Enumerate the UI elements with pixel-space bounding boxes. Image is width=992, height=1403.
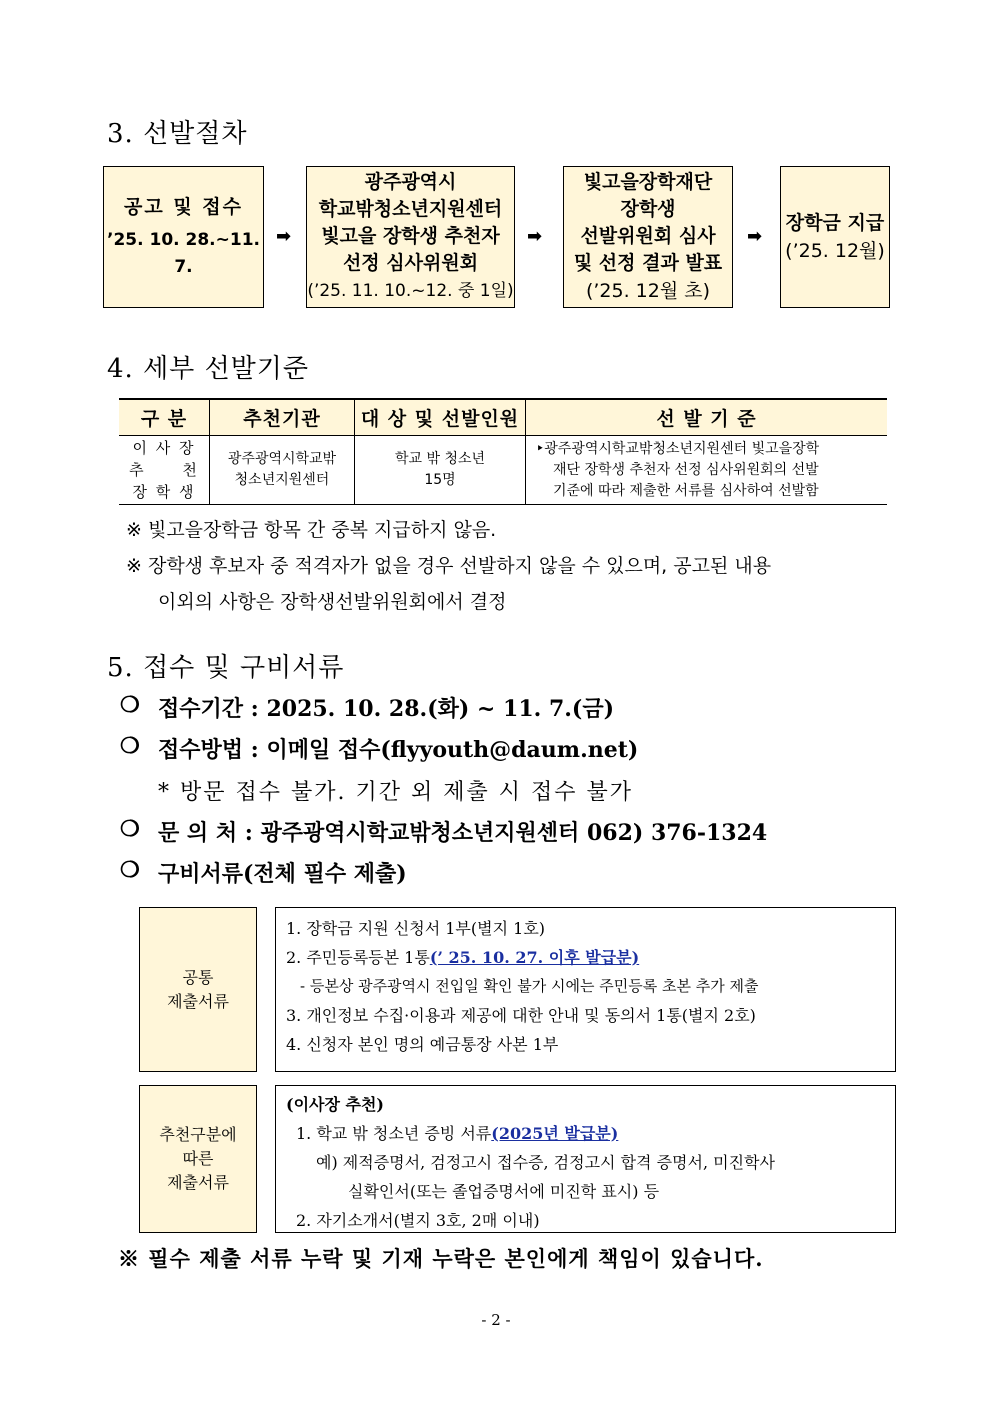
- doc-item: [286, 943, 885, 972]
- category-line: 추 천: [129, 461, 199, 479]
- step-payment-box: [780, 166, 890, 308]
- doc-item: 3. 개인정보 수집·이용과 제공에 대한 안내 및 동의서 1통(별지 2호): [286, 1006, 756, 1025]
- table-row: [119, 436, 887, 505]
- recommendation-docs-list: [275, 1085, 896, 1233]
- criteria-table: [119, 398, 887, 505]
- step-label: 빛고을 장학생 추천자: [321, 225, 500, 247]
- category-line: 장 학 생: [132, 483, 196, 501]
- step-label: 선발위원회 심사: [580, 225, 716, 247]
- arrow-icon: ➡: [747, 226, 763, 247]
- arrow-icon: ➡: [276, 226, 292, 247]
- step-label: 학교밖청소년지원센터: [318, 198, 503, 220]
- doc-item: 2. 자기소개서(별지 3호, 2매 이내): [296, 1211, 540, 1230]
- circle-bullet-icon: ❍: [120, 733, 140, 759]
- doc-sub-item: - 등본상 광주광역시 전입일 확인 불가 시에는 주민등록 초본 추가 제출: [300, 977, 759, 995]
- step-label: 및 선정 결과 발표: [573, 252, 723, 274]
- note-no-selection-cont: 이외의 사항은 장학생선발위원회에서 결정: [158, 591, 507, 613]
- doc-example-cont: 실확인서(또는 졸업증명서에 미진학 표시) 등: [348, 1182, 660, 1201]
- note-duplicate: ※ 빛고을장학금 항목 간 중복 지급하지 않음.: [126, 519, 497, 541]
- reception-period: 접수기간 : 2025. 10. 28.(화) ~ 11. 7.(금): [158, 696, 614, 722]
- step-date: ’25. 10. 28.~11. 7.: [107, 229, 260, 277]
- org-line: 청소년지원센터: [234, 472, 330, 488]
- org-line: 광주광역시학교밖: [227, 451, 337, 467]
- category-line: 이 사 장: [132, 439, 196, 457]
- doc-example: 예) 제적증명서, 검정고시 접수증, 검정고시 합격 증명서, 미진학사: [316, 1153, 775, 1172]
- label-line: 따른: [182, 1149, 214, 1168]
- category-cell: [119, 436, 210, 505]
- step-label: 장학생: [620, 198, 676, 220]
- label-line: 제출서류: [167, 1173, 229, 1192]
- step-date: (’25. 12월): [785, 239, 885, 262]
- contact-info: 문 의 처 : 광주광역시학교밖청소년지원센터 062) 376-1324: [158, 820, 768, 846]
- target-line: 학교 밖 청소년: [394, 451, 486, 467]
- criteria-cell: [526, 436, 888, 505]
- circle-bullet-icon: ❍: [120, 692, 140, 718]
- col-header: 대 상 및 선발인원: [355, 399, 526, 436]
- doc-item: [286, 1119, 885, 1148]
- common-docs-list: [275, 907, 896, 1072]
- doc-item: 4. 신청자 본인 명의 예금통장 사본 1부: [286, 1035, 559, 1054]
- step-selection-box: [563, 166, 733, 308]
- criteria-line: 기준에 따라 제출한 서류를 심사하여 선발함: [553, 482, 819, 499]
- final-responsibility-note: ※ 필수 제출 서류 누락 및 기재 누락은 본인에게 책임이 있습니다.: [118, 1246, 764, 1271]
- step-review-box: [306, 166, 515, 308]
- circle-bullet-icon: ❍: [120, 857, 140, 883]
- visit-not-allowed-note: * 방문 접수 불가. 기간 외 제출 시 접수 불가: [158, 780, 633, 805]
- step-label: 빛고을장학재단: [583, 171, 713, 193]
- issued-date-note: (’ 25. 10. 27. 이후 발급분): [429, 948, 640, 967]
- circle-bullet-icon: ❍: [120, 816, 140, 842]
- issued-year-note: (2025년 발급분): [491, 1124, 619, 1143]
- note-no-selection: ※ 장학생 후보자 중 적격자가 없을 경우 선발하지 않을 수 있으며, 공고된 내용: [126, 555, 772, 577]
- target-cell: [355, 436, 526, 505]
- criteria-line: ‣광주광역시학교밖청소년지원센터 빛고을장학: [536, 440, 820, 457]
- step-date: (’25. 12월 초): [585, 280, 711, 302]
- recommendation-docs-label: [139, 1085, 257, 1233]
- section-4-title: 4. 세부 선발기준: [107, 354, 310, 384]
- step-label: 선정 심사위원회: [342, 252, 479, 274]
- label-line: 제출서류: [167, 991, 229, 1011]
- step-label: 공고 및 접수: [124, 195, 243, 218]
- page-number: - 2 -: [481, 1311, 511, 1329]
- label-line: 공통: [182, 967, 214, 987]
- doc-item-text: 1. 학교 밖 청소년 증빙 서류: [296, 1124, 492, 1143]
- step-label: 장학금 지급: [785, 211, 885, 234]
- col-header: 선 발 기 준: [526, 399, 888, 436]
- org-cell: [210, 436, 355, 505]
- common-docs-label: [139, 907, 257, 1072]
- doc-item: 1. 장학금 지원 신청서 1부(별지 1호): [286, 919, 546, 938]
- col-header: 추천기관: [210, 399, 355, 436]
- reception-method: 접수방법 : 이메일 접수(flyyouth@daum.net): [158, 737, 639, 763]
- step-label: 광주광역시: [364, 171, 457, 193]
- step-date: (’25. 11. 10.~12. 중 1일): [307, 281, 514, 301]
- criteria-line: 재단 장학생 추천자 선정 심사위원회의 선발: [553, 461, 819, 478]
- required-docs-title: 구비서류(전체 필수 제출): [158, 861, 407, 887]
- doc-item-text: 2. 주민등록등본 1통: [286, 948, 430, 967]
- label-line: 추천구분에: [159, 1125, 237, 1144]
- section-5-title: 5. 접수 및 구비서류: [107, 653, 345, 683]
- col-header: 구 분: [119, 399, 210, 436]
- arrow-icon: ➡: [527, 226, 543, 247]
- table-header-row: [119, 399, 887, 436]
- doc-group-heading: (이사장 추천): [286, 1095, 384, 1114]
- section-3-title: 3. 선발절차: [107, 119, 248, 149]
- target-line: 15명: [424, 472, 456, 488]
- step-announce-box: [103, 166, 264, 308]
